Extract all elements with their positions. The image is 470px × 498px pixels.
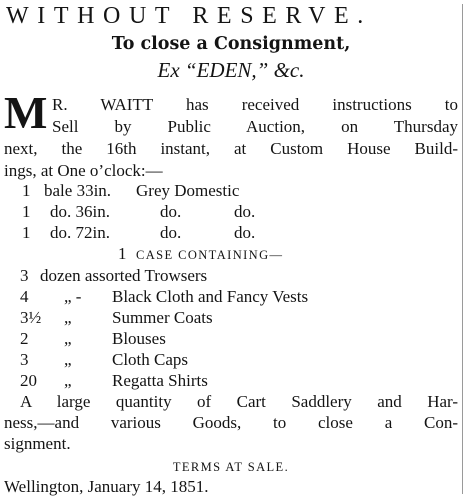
case-item-desc: Summer Coats — [112, 308, 213, 327]
case-item-mark: dozen assorted Trowsers — [40, 266, 208, 285]
case-item-mark: „ — [64, 350, 72, 369]
intro-line-4: ings, at One o’clock:— — [4, 161, 163, 180]
intro-line-3: next, the 16th instant, at Custom House Build- — [4, 139, 458, 158]
case-heading: CASE CONTAINING— — [136, 248, 284, 262]
case-item-qty: 2 — [20, 329, 29, 348]
closing-line-1: A large quantity of Cart Saddlery and Har- — [20, 392, 458, 411]
case-item-mark: „ — [64, 371, 72, 390]
headline: WITHOUT RESERVE. — [6, 3, 372, 29]
bale-unit: do. 72in. — [50, 223, 110, 242]
case-count: 1 — [118, 244, 127, 263]
bale-qty: 1 — [22, 181, 31, 200]
case-item-mark: „ - — [64, 287, 82, 306]
case-item-desc: Cloth Caps — [112, 350, 189, 369]
closing-line-2: ness,—and various Goods, to close a Con- — [4, 413, 458, 432]
case-item-qty: 20 — [20, 371, 37, 390]
bale-unit: do. 36in. — [50, 202, 110, 221]
bale-desc: do. — [160, 223, 182, 242]
closing-line-3: signment. — [4, 434, 71, 453]
intro-line-1: R. WAITT has received instructions to — [52, 95, 458, 114]
case-item-qty: 4 — [20, 287, 29, 306]
case-item-qty: 3 — [20, 266, 29, 285]
intro-line-2: Sell by Public Auction, on Thursday — [52, 117, 458, 136]
bale-desc-2: do. — [234, 223, 256, 242]
case-item-qty: 3 — [20, 350, 29, 369]
case-item-qty: 3½ — [20, 308, 42, 327]
case-item-desc: Black Cloth and Fancy Vests — [112, 287, 309, 306]
bale-unit: bale 33in. — [44, 181, 112, 200]
bale-desc: do. — [160, 202, 182, 221]
bale-qty: 1 — [22, 202, 31, 221]
vessel-line: Ex “EDEN,” &c. — [157, 58, 305, 82]
bale-desc: Grey Domestic — [136, 181, 240, 200]
case-item-mark: „ — [64, 329, 72, 348]
case-item-desc: Regatta Shirts — [112, 371, 208, 390]
case-item-desc: Blouses — [112, 329, 166, 348]
dateline: Wellington, January 14, 1851. — [4, 477, 209, 496]
subheading: To close a Consignment, — [111, 34, 351, 54]
drop-cap: M — [4, 87, 48, 138]
bale-desc-2: do. — [234, 202, 256, 221]
terms-heading: TERMS AT SALE. — [172, 460, 290, 474]
bale-qty: 1 — [22, 223, 31, 242]
case-item-mark: „ — [64, 308, 72, 327]
column-rule — [462, 4, 463, 494]
